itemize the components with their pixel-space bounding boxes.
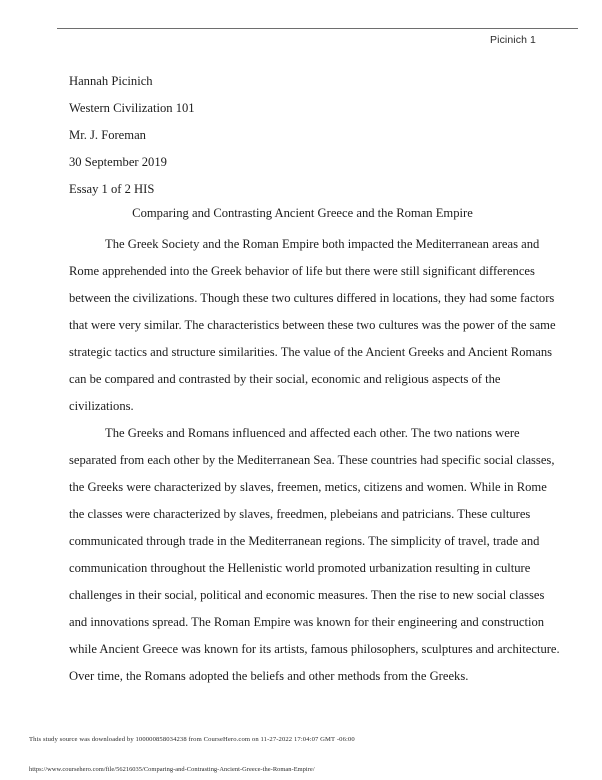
paragraph-line: and innovations spread. The Roman Empire was known for their engineering and construction [69, 615, 545, 629]
header-divider-rule [57, 28, 578, 29]
paragraph-line: The Greek Society and the Roman Empire both impacted the Mediterranean areas and [105, 237, 540, 251]
body-paragraph-2 [69, 420, 560, 690]
paragraph-line: Rome apprehended into the Greek behavior of life but there were still significant differences [69, 264, 535, 278]
paragraph-line: that were very similar. The characteristics between these two cultures was the power of the same [69, 318, 556, 332]
document-body [69, 231, 560, 690]
source-url: https://www.coursehero.com/file/56216035/Comparing-and-Contrasting-Ancient-Greece-the-Roman-Empire/ [29, 766, 315, 773]
page-title: Comparing and Contrasting Ancient Greece and the Roman Empire [132, 206, 473, 220]
paragraph-line: the classes were characterized by slaves, freedmen, plebeians and patricians. These cultures [69, 507, 531, 521]
paragraph-line: separated from each other by the Mediterranean Sea. These countries had specific social classes, [69, 453, 555, 467]
mla-heading-block [69, 68, 539, 203]
heading-line-assignment: Essay 1 of 2 HIS [69, 182, 155, 196]
body-paragraph-1 [69, 231, 556, 420]
download-watermark-note: This study source was downloaded by 100000858034238 from CourseHero.com on 11-27-2022 17:04:07 GMT -06:00 [29, 736, 355, 743]
paragraph-line: civilizations. [69, 399, 134, 413]
heading-line-instructor: Mr. J. Foreman [69, 128, 146, 142]
heading-line-author: Hannah Picinich [69, 74, 153, 88]
paragraph-line: can be compared and contrasted by their social, economic and religious aspects of the [69, 372, 501, 386]
heading-line-course: Western Civilization 101 [69, 101, 195, 115]
paragraph-line: Over time, the Romans adopted the beliefs and other methods from the Greeks. [69, 669, 469, 683]
paragraph-line: challenges in their social, political and economic measures. Then the rise to new social classes [69, 588, 545, 602]
paragraph-line: between the civilizations. Though these two cultures differed in locations, they had some factors [69, 291, 555, 305]
paragraph-line: The Greeks and Romans influenced and affected each other. The two nations were [105, 426, 520, 440]
paragraph-line: communication throughout the Hellenistic world promoted urbanization resulting in culture [69, 561, 531, 575]
paragraph-line: communicated through trade in the Mediterranean regions. The simplicity of travel, trade and [69, 534, 540, 548]
running-head: Picinich 1 [490, 34, 536, 46]
paragraph-line: the Greeks were characterized by slaves, freemen, metics, citizens and women. While in Rome [69, 480, 547, 494]
paragraph-line: strategic tactics and structure similarities. The value of the Ancient Greeks and Ancient Romans [69, 345, 553, 359]
heading-line-date: 30 September 2019 [69, 155, 167, 169]
paragraph-line: while Ancient Greece was known for its artists, famous philosophers, sculptures and architecture. [69, 642, 560, 656]
